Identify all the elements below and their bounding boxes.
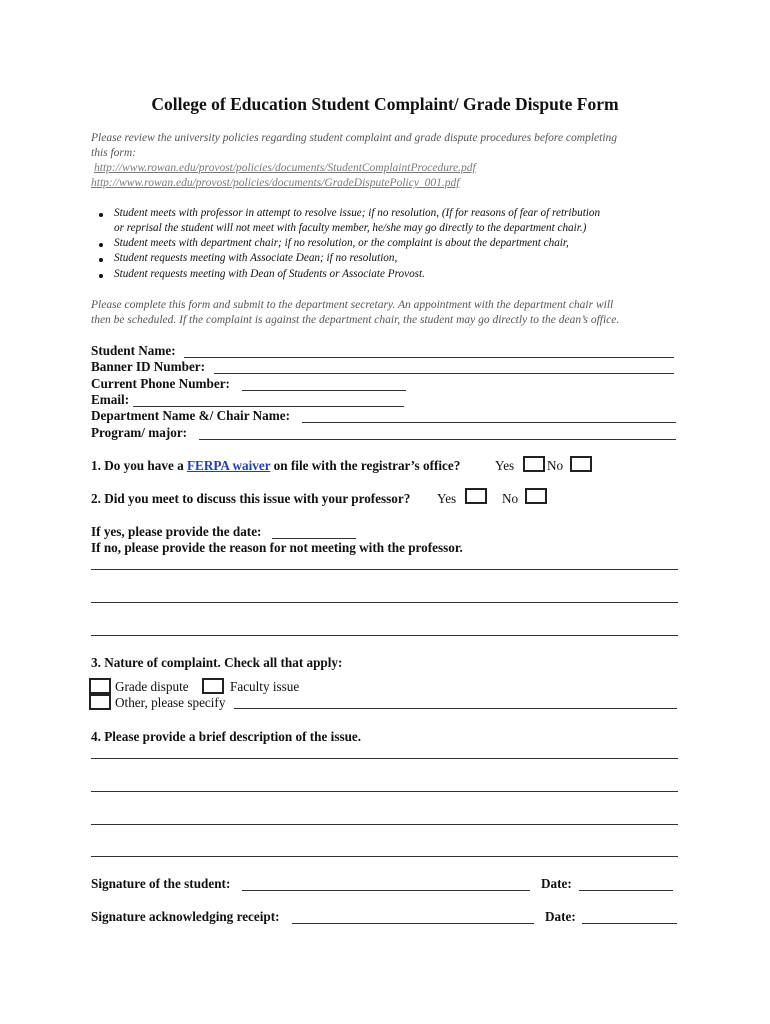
q1-yes-checkbox[interactable] bbox=[523, 456, 545, 472]
student-name-label: Student Name: bbox=[91, 343, 176, 358]
q1-no-checkbox[interactable] bbox=[570, 456, 592, 472]
other-specify-field[interactable] bbox=[234, 708, 677, 709]
faculty-issue-label: Faculty issue bbox=[230, 679, 300, 694]
intro-text-line2: this form: bbox=[91, 147, 137, 159]
question-2: 2. Did you meet to discuss this issue with your professor? bbox=[91, 491, 411, 506]
q1-yes-label: Yes bbox=[495, 458, 515, 473]
reason-line-2[interactable] bbox=[91, 602, 678, 603]
page-title: College of Education Student Complaint/ Grade Dispute Form bbox=[151, 94, 619, 114]
receipt-signature-field[interactable] bbox=[292, 923, 534, 924]
bullet-icon bbox=[99, 258, 103, 262]
email-label: Email: bbox=[91, 392, 130, 407]
description-line-2[interactable] bbox=[91, 791, 678, 792]
meeting-date-label: If yes, please provide the date: bbox=[91, 524, 262, 539]
description-line-1[interactable] bbox=[91, 758, 678, 759]
question-1-suffix: on file with the registrar’s office? bbox=[270, 458, 461, 473]
student-signature-date-field[interactable] bbox=[579, 890, 673, 891]
grade-dispute-policy-link[interactable]: http://www.rowan.edu/provost/policies/documents/GradeDisputePolicy_001.pdf bbox=[91, 177, 460, 189]
bullet-icon bbox=[99, 274, 103, 278]
receipt-signature-date-field[interactable] bbox=[582, 923, 677, 924]
step-4: Student requests meeting with Dean of Students or Associate Provost. bbox=[114, 268, 425, 280]
q2-no-checkbox[interactable] bbox=[525, 488, 547, 504]
ferpa-waiver-link[interactable]: FERPA waiver bbox=[186, 458, 271, 473]
description-line-3[interactable] bbox=[91, 824, 678, 825]
description-line-4[interactable] bbox=[91, 856, 678, 857]
q2-yes-label: Yes bbox=[437, 491, 457, 506]
question-3: 3. Nature of complaint. Check all that apply: bbox=[91, 655, 343, 670]
no-meeting-reason-label: If no, please provide the reason for not meeting with the professor. bbox=[91, 540, 463, 555]
phone-label: Current Phone Number: bbox=[91, 376, 230, 391]
program-major-field[interactable] bbox=[199, 439, 676, 440]
q1-no-label: No bbox=[547, 458, 564, 473]
step-3: Student requests meeting with Associate Dean; if no resolution, bbox=[114, 252, 398, 264]
question-4: 4. Please provide a brief description of the issue. bbox=[91, 729, 362, 744]
q2-no-label: No bbox=[502, 491, 519, 506]
question-1-prefix: 1. Do you have a bbox=[91, 458, 187, 473]
bullet-icon bbox=[99, 213, 103, 217]
student-signature-label: Signature of the student: bbox=[91, 876, 231, 891]
submit-note-line1: Please complete this form and submit to the department secretary. An appointment with the department chair will bbox=[91, 299, 614, 311]
intro-text-line1: Please review the university policies regarding student complaint and grade dispute procedures before completing bbox=[91, 132, 618, 144]
student-name-field[interactable] bbox=[184, 357, 674, 358]
q2-yes-checkbox[interactable] bbox=[465, 488, 487, 504]
meeting-date-field[interactable] bbox=[272, 538, 356, 539]
grade-dispute-label: Grade dispute bbox=[115, 679, 189, 694]
step-1-line2: or reprisal the student will not meet with faculty member, he/she may go directly to the department chair.) bbox=[114, 222, 587, 234]
department-chair-field[interactable] bbox=[302, 422, 676, 423]
banner-id-field[interactable] bbox=[214, 373, 674, 374]
other-checkbox[interactable] bbox=[89, 694, 111, 710]
department-chair-label: Department Name &/ Chair Name: bbox=[91, 408, 290, 423]
phone-field[interactable] bbox=[242, 390, 406, 391]
reason-line-1[interactable] bbox=[91, 569, 678, 570]
banner-id-label: Banner ID Number: bbox=[91, 359, 206, 374]
receipt-signature-label: Signature acknowledging receipt: bbox=[91, 909, 280, 924]
submit-note-line2: then be scheduled. If the complaint is against the department chair, the student may go directly to the dean’s office. bbox=[91, 314, 620, 326]
receipt-signature-date-label: Date: bbox=[545, 909, 576, 924]
step-2: Student meets with department chair; if no resolution, or the complaint is about the department chair, bbox=[114, 237, 569, 249]
student-signature-field[interactable] bbox=[242, 890, 530, 891]
bullet-icon bbox=[99, 243, 103, 247]
other-label: Other, please specify bbox=[115, 695, 226, 710]
reason-line-3[interactable] bbox=[91, 635, 678, 636]
student-signature-date-label: Date: bbox=[541, 876, 572, 891]
question-1 bbox=[91, 458, 460, 474]
step-1-line1: Student meets with professor in attempt to resolve issue; if no resolution, (If for reasons of fear of retribution bbox=[114, 207, 601, 219]
program-major-label: Program/ major: bbox=[91, 425, 188, 440]
faculty-issue-checkbox[interactable] bbox=[202, 678, 224, 694]
grade-dispute-checkbox[interactable] bbox=[89, 678, 111, 694]
student-complaint-policy-link[interactable]: http://www.rowan.edu/provost/policies/documents/StudentComplaintProcedure.pdf bbox=[94, 162, 476, 174]
email-field[interactable] bbox=[133, 406, 404, 407]
